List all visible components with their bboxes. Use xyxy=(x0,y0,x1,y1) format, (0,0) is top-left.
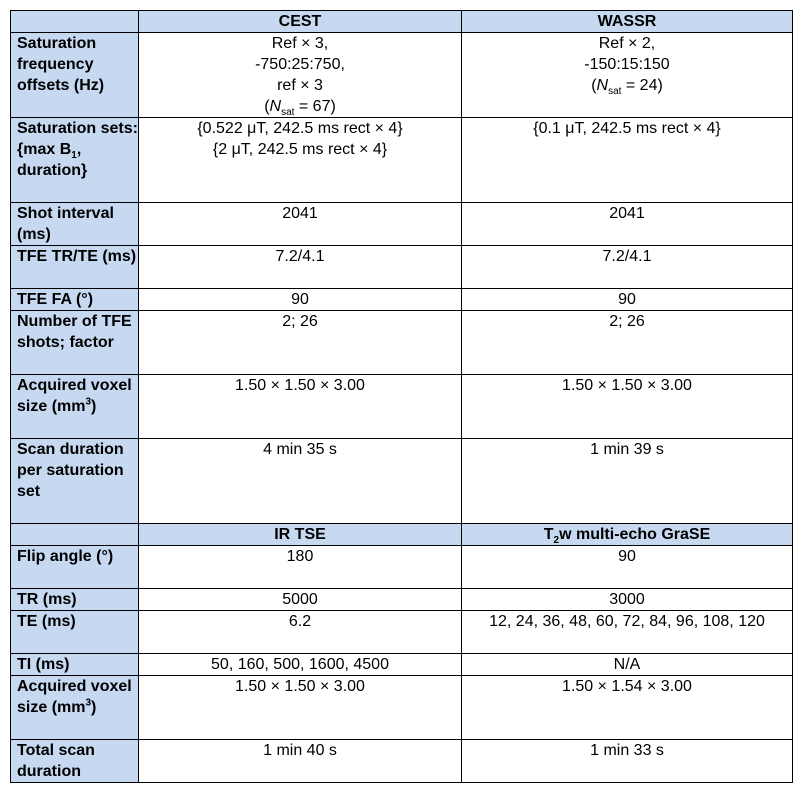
cest-value: 1.50 × 1.50 × 3.00 xyxy=(139,375,462,439)
wassr-value: 2041 xyxy=(462,203,793,246)
grase-value: 12, 24, 36, 48, 60, 72, 84, 96, 108, 120 xyxy=(462,611,793,654)
grase-value: N/A xyxy=(462,654,793,676)
cest-value: Ref × 3, -750:25:750, ref × 3 $(N_{sat} = 67)$ xyxy=(139,33,462,118)
grase-value: 1 min 33 s xyxy=(462,740,793,783)
ir-tse-value: 50, 160, 500, 1600, 4500 xyxy=(139,654,462,676)
grase-value: 90 xyxy=(462,546,793,589)
cest-value: 90 xyxy=(139,289,462,311)
table-row xyxy=(11,289,793,311)
row-label: Total scan duration xyxy=(11,740,139,783)
table-row xyxy=(11,654,793,676)
row-label: Shot interval (ms) xyxy=(11,203,139,246)
table-row xyxy=(11,375,793,439)
ir-tse-value: 5000 xyxy=(139,589,462,611)
wassr-value: 90 xyxy=(462,289,793,311)
table-row xyxy=(11,118,793,203)
row-label: TFE FA (°) xyxy=(11,289,139,311)
wassr-value: {0.1 μT, 242.5 ms rect × 4} xyxy=(462,118,793,203)
grase-value: 3000 xyxy=(462,589,793,611)
row-label: TR (ms) xyxy=(11,589,139,611)
row-label: Saturation sets: {max $B_1$, duration} xyxy=(11,118,139,203)
header-row-1 xyxy=(11,11,793,33)
header-t2w-grase: $T_2w$ multi-echo GraSE xyxy=(462,524,793,546)
row-label: Number of TFE shots; factor xyxy=(11,311,139,375)
wassr-value: Ref × 2, -150:15:150 $(N_{sat} = 24)$ xyxy=(462,33,793,118)
table-row xyxy=(11,246,793,289)
parameters-table xyxy=(10,10,793,783)
row-label: TI (ms) xyxy=(11,654,139,676)
cest-value: 7.2/4.1 xyxy=(139,246,462,289)
header-corner-cell xyxy=(11,524,139,546)
ir-tse-value: 1 min 40 s xyxy=(139,740,462,783)
header-corner-cell xyxy=(11,11,139,33)
header-row-2 xyxy=(11,524,793,546)
table-row xyxy=(11,203,793,246)
row-label: Acquired voxel size $(mm^3)$ xyxy=(11,375,139,439)
ir-tse-value: 6.2 xyxy=(139,611,462,654)
cest-value: 4 min 35 s xyxy=(139,439,462,524)
row-label: TFE TR/TE (ms) xyxy=(11,246,139,289)
table-row xyxy=(11,439,793,524)
header-wassr: WASSR xyxy=(462,11,793,33)
wassr-value: 7.2/4.1 xyxy=(462,246,793,289)
table-row xyxy=(11,589,793,611)
table-row xyxy=(11,311,793,375)
table-row xyxy=(11,33,793,118)
row-label: Saturation frequency offsets (Hz) xyxy=(11,33,139,118)
cest-value: 2041 xyxy=(139,203,462,246)
wassr-value: 1.50 × 1.50 × 3.00 xyxy=(462,375,793,439)
grase-value: 1.50 × 1.54 × 3.00 xyxy=(462,676,793,740)
table-row xyxy=(11,676,793,740)
cest-value: {0.522 μT, 242.5 ms rect × 4} {2 μT, 242.5 ms rect × 4} xyxy=(139,118,462,203)
row-label: Scan duration per saturation set xyxy=(11,439,139,524)
wassr-value: 1 min 39 s xyxy=(462,439,793,524)
ir-tse-value: 180 xyxy=(139,546,462,589)
table-row xyxy=(11,611,793,654)
table-row xyxy=(11,740,793,783)
cest-value: 2; 26 xyxy=(139,311,462,375)
row-label: TE (ms) xyxy=(11,611,139,654)
ir-tse-value: 1.50 × 1.50 × 3.00 xyxy=(139,676,462,740)
header-cest: CEST xyxy=(139,11,462,33)
table-row xyxy=(11,546,793,589)
row-label: Flip angle (°) xyxy=(11,546,139,589)
row-label: Acquired voxel size $(mm^3)$ xyxy=(11,676,139,740)
wassr-value: 2; 26 xyxy=(462,311,793,375)
header-ir-tse: IR TSE xyxy=(139,524,462,546)
